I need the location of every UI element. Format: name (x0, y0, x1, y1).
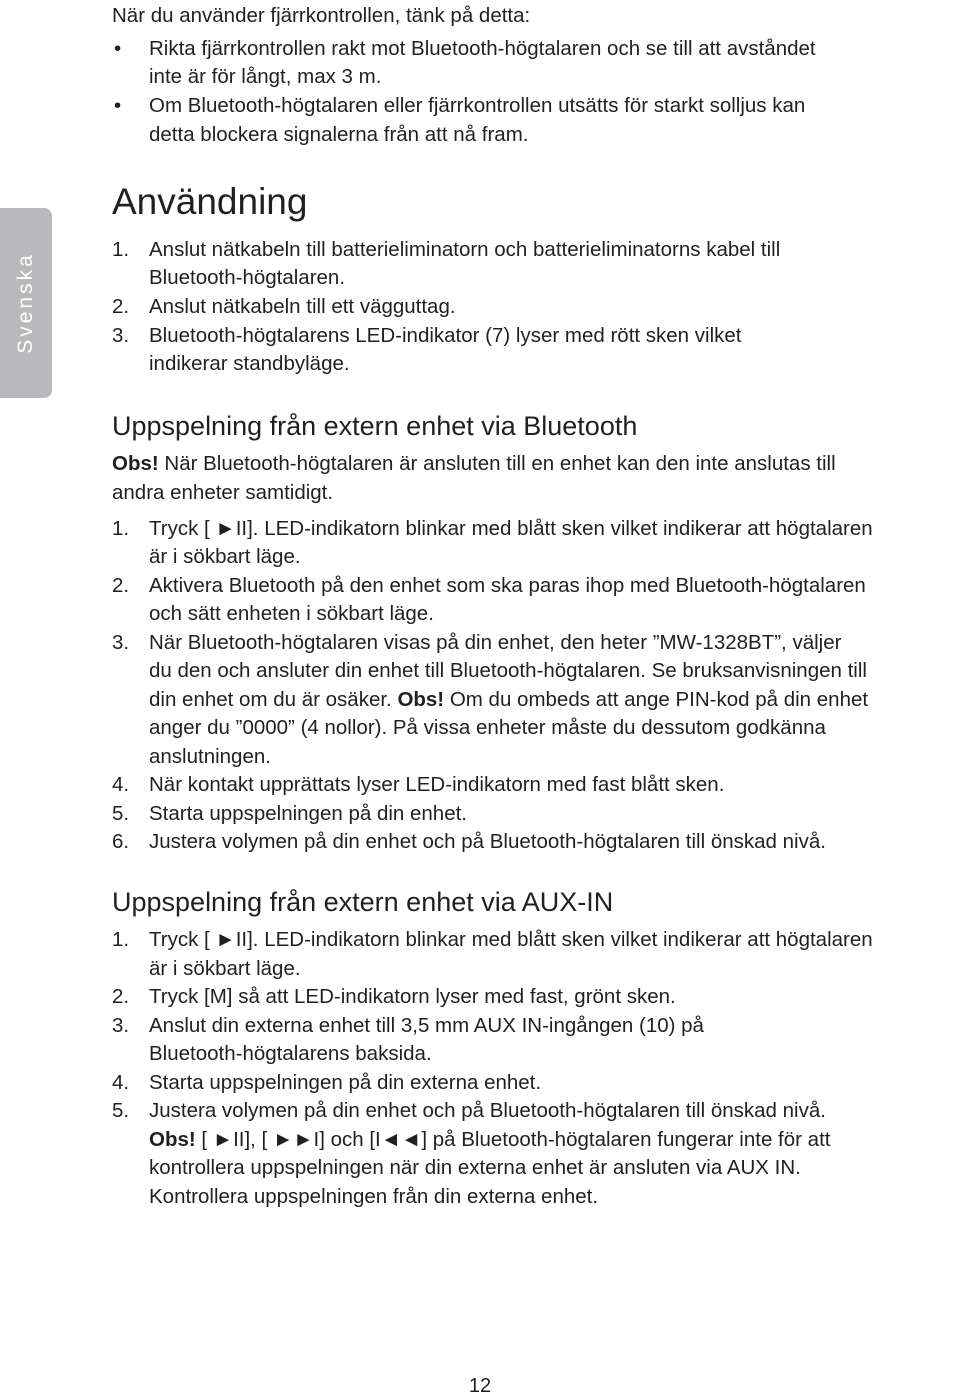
bluetooth-note-continuation: andra enheter samtidigt. (112, 481, 334, 504)
usage-heading: Användning (112, 181, 308, 222)
note-label: Obs! (397, 688, 445, 711)
language-side-tab-label: Svenska (14, 252, 37, 354)
page-number: 12 (468, 1375, 492, 1397)
note-label: Obs! (112, 452, 159, 475)
note-label: Obs! (149, 1128, 196, 1151)
bullet-icon: • (114, 37, 122, 60)
bluetooth-heading: Uppspelning från extern enhet via Bluetooth (112, 411, 638, 441)
bullet-icon: • (114, 94, 122, 117)
remote-intro: När du använder fjärrkontrollen, tänk på detta: (112, 4, 531, 27)
aux-heading: Uppspelning från extern enhet via AUX-IN (112, 887, 614, 917)
bluetooth-note: Obs! När Bluetooth-högtalaren är ansluten till en enhet kan den inte anslutas till (112, 452, 836, 475)
